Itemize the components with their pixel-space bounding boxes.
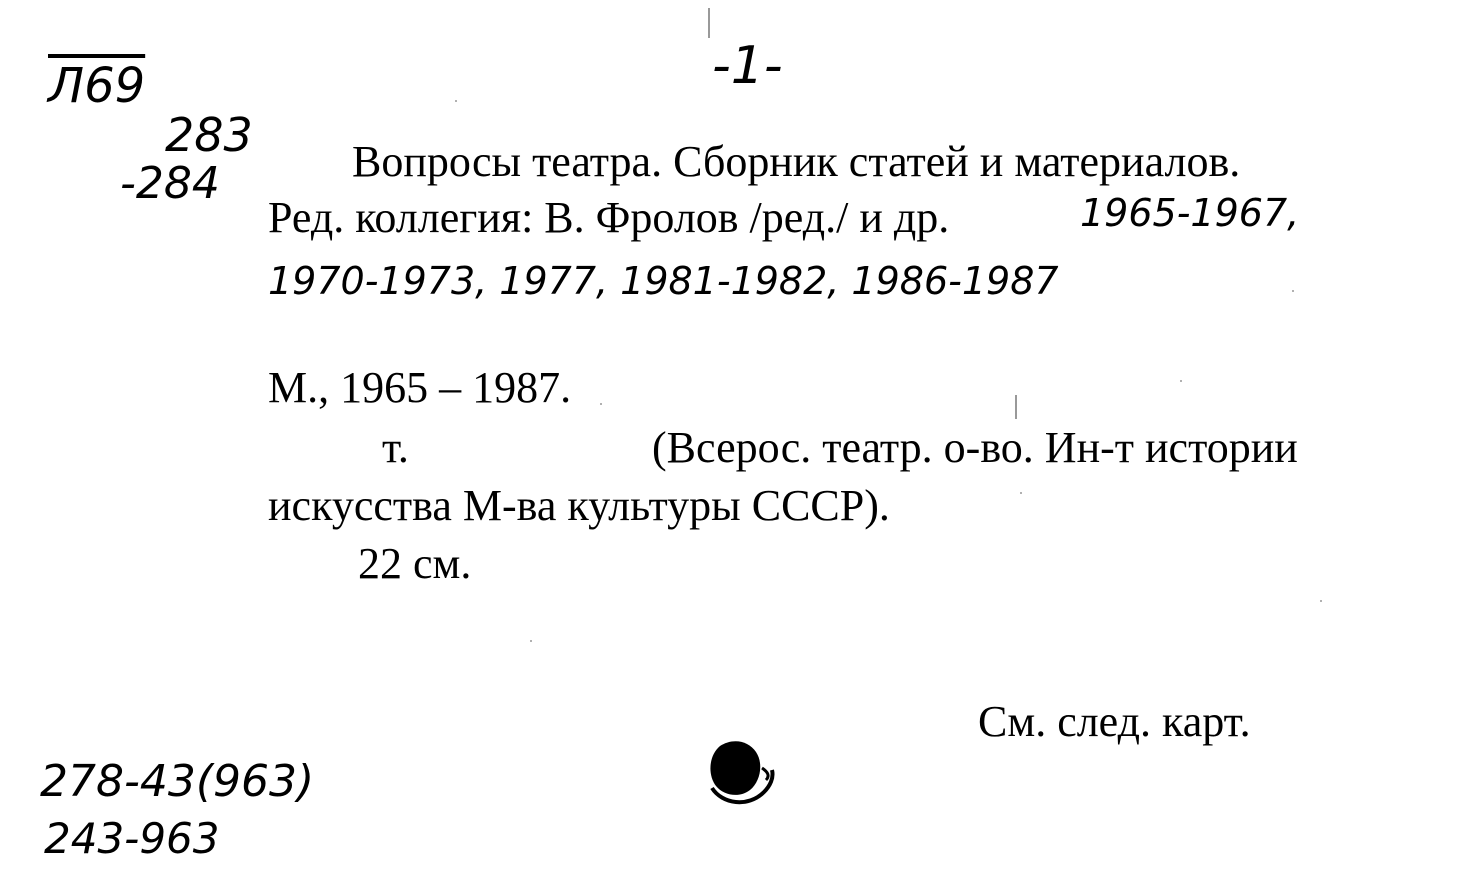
dust-speck (455, 100, 457, 102)
volumes-abbrev: т. (382, 423, 409, 472)
dust-speck (1180, 380, 1182, 382)
shelfmark-line3: -284 (120, 158, 220, 209)
dust-speck (1020, 492, 1022, 494)
shelfmark-line2: 283 (165, 108, 253, 162)
dust-speck (1320, 600, 1322, 602)
card-punch-hole (700, 738, 780, 812)
dust-speck (530, 640, 532, 642)
page-number: -1- (712, 36, 783, 96)
dust-speck (708, 8, 710, 38)
title-line: Вопросы театра. Сборник статей и материалов. (352, 137, 1241, 186)
holdings-handwritten-2: 1970-1973, 1977, 1981-1982, 1986-1987 (268, 259, 1059, 303)
shelfmark-line1: Л69 (48, 58, 146, 114)
see-next-card: См. след. карт. (978, 697, 1251, 746)
imprint-line: М., 1965 – 1987. (268, 363, 572, 412)
series-line-2: искусства М-ва культуры СССР). (268, 481, 890, 530)
size-line: 22 см. (358, 539, 472, 588)
series-line-1: (Всерос. театр. о-во. Ин-т истории (652, 423, 1298, 472)
dust-speck (1292, 290, 1294, 292)
editors-line: Ред. коллегия: В. Фролов /ред./ и др. (268, 193, 950, 242)
class-code-line2: 243-963 (44, 814, 220, 863)
dust-speck (600, 403, 602, 405)
dust-speck (1015, 395, 1017, 419)
holdings-handwritten-1: 1965-1967, (1080, 191, 1300, 235)
class-code-line1: 278-43(963) (40, 756, 315, 807)
